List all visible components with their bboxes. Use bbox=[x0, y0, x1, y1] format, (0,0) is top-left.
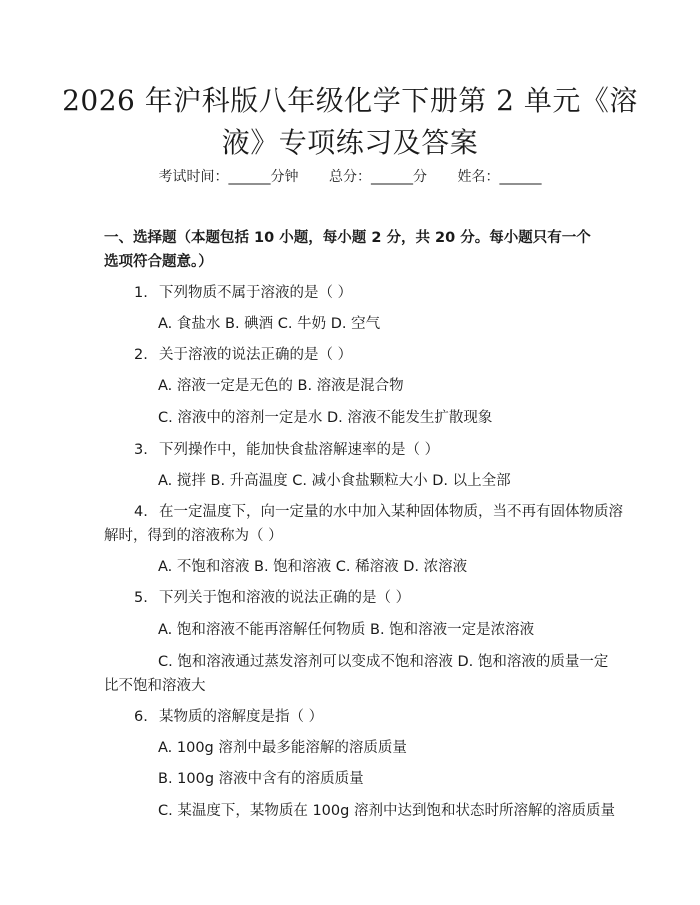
section-heading: 一、选择题（本题包括 10 小题，每小题 2 分，共 20 分。每小题只有一个选项符合题意。） bbox=[104, 230, 591, 270]
document-title bbox=[60, 80, 640, 164]
question-5-options-2: C. 饱和溶液通过蒸发溶剂可以变成不饱和溶液 D. 饱和溶液的质量一定 bbox=[158, 654, 609, 670]
student-name: 姓名：______ bbox=[457, 169, 542, 185]
exam-time: 考试时间：______分钟 bbox=[158, 169, 299, 185]
question-2-options-2: C. 溶液中的溶剂一定是水 D. 溶液不能发生扩散现象 bbox=[158, 410, 493, 426]
question-number: 4. bbox=[134, 504, 148, 520]
total-score: 总分：______分 bbox=[329, 169, 427, 185]
question-6-option-a: A. 100g 溶剂中最多能溶解的溶质质量 bbox=[158, 740, 407, 756]
question-text: 某物质的溶解度是指（ ） bbox=[159, 709, 324, 725]
question-4-text-continued: 解时，得到的溶液称为（ ） bbox=[104, 528, 283, 544]
question-4-options: A. 不饱和溶液 B. 饱和溶液 C. 稀溶液 D. 浓溶液 bbox=[158, 559, 468, 575]
question-5 bbox=[134, 588, 410, 608]
question-6-option-b: B. 100g 溶液中含有的溶质质量 bbox=[158, 771, 364, 787]
question-1-options: A. 食盐水 B. 碘酒 C. 牛奶 D. 空气 bbox=[158, 316, 381, 332]
question-6-option-c: C. 某温度下，某物质在 100g 溶剂中达到饱和状态时所溶解的溶质质量 bbox=[158, 803, 615, 819]
question-text: 在一定温度下，向一定量的水中加入某种固体物质，当不再有固体物质溶 bbox=[159, 504, 623, 520]
question-number: 5. bbox=[134, 590, 148, 606]
exam-info bbox=[0, 167, 700, 187]
question-text: 下列操作中，能加快食盐溶解速率的是（ ） bbox=[159, 442, 440, 458]
title-line-2: 液》专项练习及答案 bbox=[221, 126, 479, 159]
question-text: 关于溶液的说法正确的是（ ） bbox=[159, 347, 353, 363]
question-number: 6. bbox=[134, 709, 148, 725]
question-3 bbox=[134, 440, 439, 460]
question-1 bbox=[134, 283, 352, 303]
question-text: 下列物质不属于溶液的是（ ） bbox=[159, 285, 353, 301]
question-2-options-1: A. 溶液一定是无色的 B. 溶液是混合物 bbox=[158, 378, 404, 394]
question-2 bbox=[134, 345, 352, 365]
title-line-1: 2026 年沪科版八年级化学下册第 2 单元《溶 bbox=[62, 84, 638, 117]
question-6 bbox=[134, 707, 323, 727]
question-4 bbox=[134, 502, 623, 522]
question-number: 1. bbox=[134, 285, 148, 301]
question-3-options: A. 搅拌 B. 升高温度 C. 减小食盐颗粒大小 D. 以上全部 bbox=[158, 473, 511, 489]
question-text: 下列关于饱和溶液的说法正确的是（ ） bbox=[159, 590, 411, 606]
question-5-options-continued: 比不饱和溶液大 bbox=[104, 678, 206, 694]
question-number: 3. bbox=[134, 442, 148, 458]
question-number: 2. bbox=[134, 347, 148, 363]
question-5-options-1: A. 饱和溶液不能再溶解任何物质 B. 饱和溶液一定是浓溶液 bbox=[158, 622, 535, 638]
